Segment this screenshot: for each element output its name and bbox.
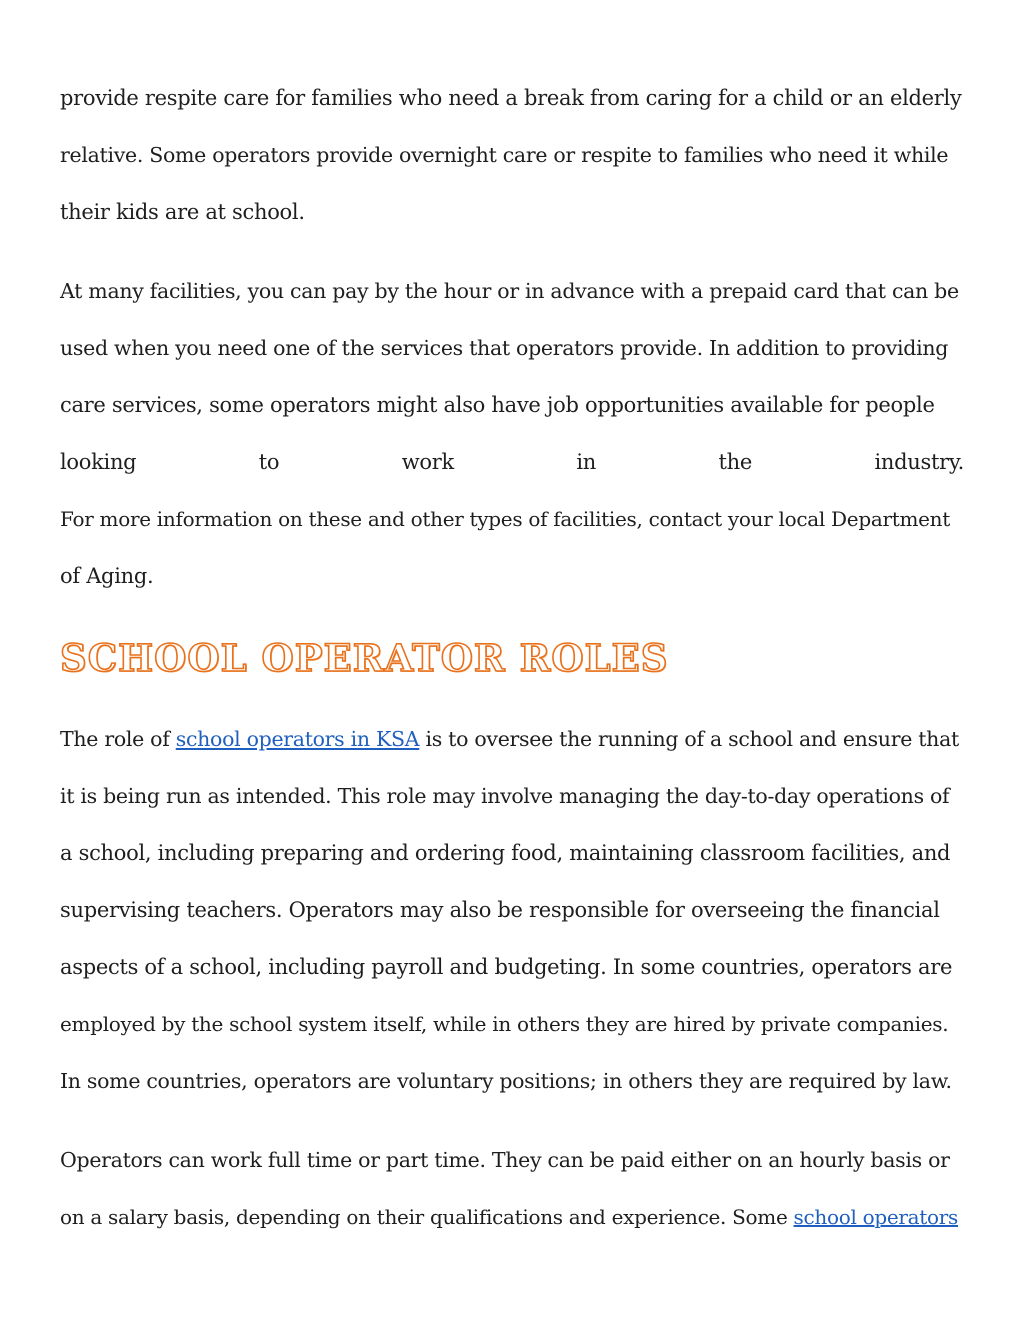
text-line: of Aging. (60, 564, 154, 588)
school-operators-ksa-link[interactable]: school operators in KSA (175, 727, 420, 751)
text-fragment: The role of (60, 727, 176, 751)
text-line: care services, some operators might also have job opportunities available for people (60, 393, 935, 417)
paragraph-work-schedule (60, 1132, 964, 1246)
word: looking (60, 450, 137, 474)
text-line: aspects of a school, including payroll and budgeting. In some countries, operators are (60, 955, 953, 979)
school-operators-link[interactable]: school operators (793, 1205, 958, 1229)
word: industry. (874, 450, 964, 474)
word: the (718, 450, 753, 474)
word: work (401, 450, 454, 474)
text-line: provide respite care for families who need a break from caring for a child or an elderly (60, 86, 962, 110)
text-line: Operators can work full time or part time. They can be paid either on an hourly basis or (60, 1148, 950, 1172)
text-line: used when you need one of the services that operators provide. In addition to providing (60, 336, 949, 360)
text-line: In some countries, operators are voluntary positions; in others they are required by law. (60, 1069, 952, 1093)
text-line: it is being run as intended. This role may involve managing the day-to-day operations of (60, 784, 950, 808)
text-line: relative. Some operators provide overnight care or respite to families who need it while (60, 143, 949, 167)
word: in (576, 450, 597, 474)
paragraph-operator-roles (60, 711, 964, 1110)
text-line: a school, including preparing and ordering food, maintaining classroom facilities, and (60, 841, 951, 865)
text-line: their kids are at school. (60, 200, 305, 224)
text-fragment: is to oversee the running of a school and ensure that (419, 727, 959, 751)
text-line (60, 1189, 964, 1246)
text-line: At many facilities, you can pay by the hour or in advance with a prepaid card that can be (60, 279, 959, 303)
text-fragment: on a salary basis, depending on their qualifications and experience. Some (60, 1205, 794, 1229)
document-page (60, 70, 964, 1246)
text-line: employed by the school system itself, while in others they are hired by private companies. (60, 1012, 949, 1036)
section-heading: SCHOOL OPERATOR ROLES (60, 636, 669, 680)
paragraph-facilities (60, 263, 964, 605)
paragraph-respite-care (60, 70, 964, 241)
word: to (258, 450, 280, 474)
text-line (60, 711, 964, 768)
text-line: For more information on these and other types of facilities, contact your local Department (60, 507, 950, 531)
text-line: supervising teachers. Operators may also be responsible for overseeing the financial (60, 898, 940, 922)
justified-line (60, 434, 964, 491)
